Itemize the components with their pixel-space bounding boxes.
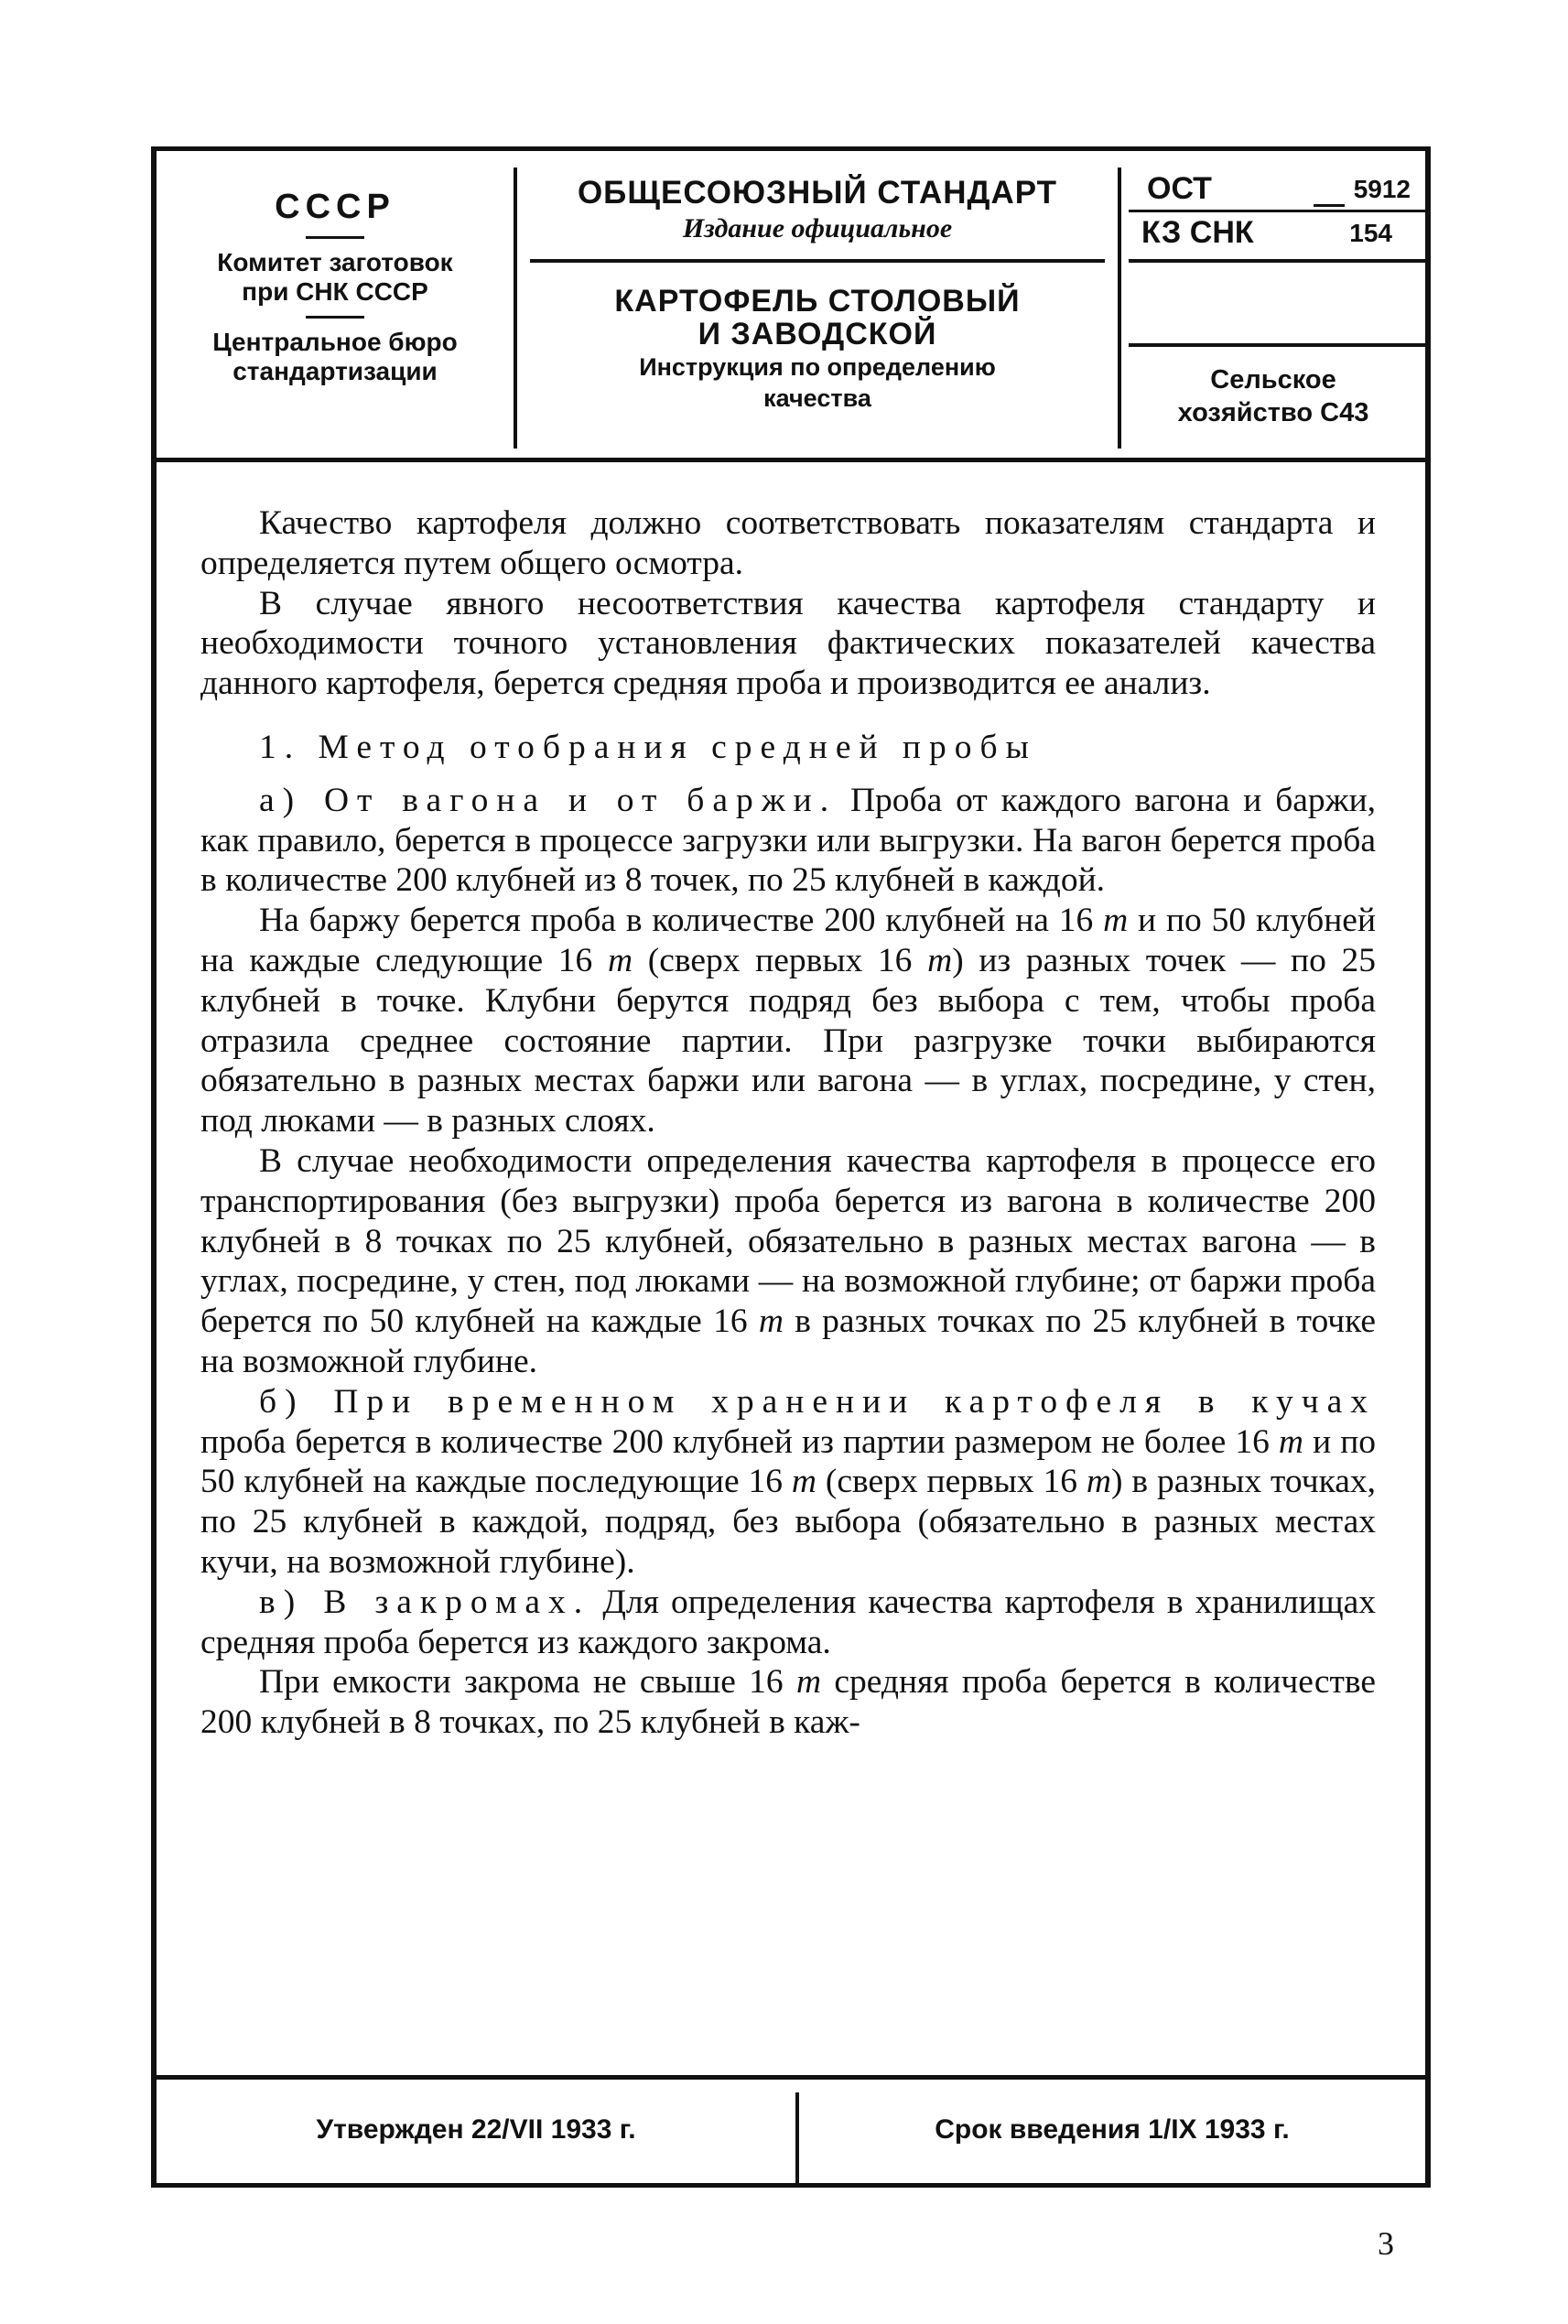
- unit-label: т: [758, 1303, 784, 1341]
- paragraph-text: При емкости закрома не свыше 16: [259, 1663, 784, 1702]
- paragraph-text: и по 50 клубней на каждые следующие 16: [200, 902, 1377, 979]
- subsection-label: в) В закромах.: [259, 1583, 591, 1621]
- subsection-label: б) При временном хранении картофеля в кучах: [259, 1382, 1376, 1421]
- kz-snk-label: КЗ СНК: [1141, 215, 1254, 250]
- divider: [306, 236, 364, 239]
- divider: [306, 316, 364, 319]
- paragraph: Качество картофеля должно соответствовать показателям стандарта и определяется путем общего осмотра.: [200, 504, 1376, 582]
- paragraph-text: (сверх первых 16: [825, 1463, 1077, 1501]
- standard-footer: [157, 2075, 1425, 2183]
- standard-code-block: [1121, 168, 1425, 449]
- unit-label: т: [1278, 1422, 1303, 1461]
- edition-note: Издание официальное: [682, 213, 953, 243]
- bureau-line: Центральное бюро: [212, 328, 458, 356]
- category-label: [1121, 363, 1425, 429]
- paragraph: [200, 1662, 1376, 1743]
- bureau-line: стандартизации: [232, 357, 438, 385]
- unit-label: т: [795, 1663, 822, 1702]
- document-subtitle: качества: [763, 384, 871, 412]
- document-page: [151, 146, 1431, 2188]
- kz-snk-number: 154: [1349, 219, 1392, 247]
- section-heading: 1. Метод отобрания средней пробы: [259, 728, 1037, 766]
- standard-title: ОБЩЕСОЮЗНЫЙ СТАНДАРТ: [577, 175, 1058, 211]
- unit-label: т: [1086, 1463, 1111, 1501]
- ost-label: ОСТ: [1147, 171, 1212, 206]
- paragraph-text: ) в разных точках, по 25 клубней в каждой, подряд, без выбора (обязательно в разных местах кучи, на возможной глубине).: [200, 1463, 1376, 1581]
- blank-cell: [1129, 263, 1425, 347]
- standard-code: [1129, 168, 1425, 263]
- unit-label: т: [1103, 902, 1129, 940]
- paragraph: [200, 1583, 1376, 1663]
- category-line: хозяйство С43: [1177, 398, 1369, 427]
- paragraph-text: На баржу берется проба в количестве 200 клубней на 16: [259, 902, 1094, 940]
- paragraph-text: (сверх первых 16: [647, 941, 913, 979]
- paragraph: [200, 781, 1376, 901]
- paragraph: [200, 901, 1376, 1141]
- paragraph-text: В случае необходимости определения качества картофеля в процессе его транспортирования (без выгрузки) проба берется из вагона в количестве 200 клубней в 8 точках по 25 клубней, обязательно в разных местах вагона — в углах, посредине, у стен, под люками — на возможной глубине; от баржи проба берется по 50 клубней на каждые 16: [200, 1141, 1376, 1341]
- divider: [530, 259, 1105, 263]
- standard-title-block: [517, 168, 1121, 449]
- standard-header: [157, 151, 1425, 462]
- document-subtitle: Инструкция по определению: [639, 353, 996, 381]
- page-number: 3: [1378, 2225, 1394, 2262]
- committee-line: Комитет заготовок: [217, 248, 453, 276]
- paragraph-text: в разных точках по 25 клубней в точке на возможной глубине.: [200, 1303, 1377, 1380]
- document-body: [200, 503, 1376, 1743]
- fraction-line: [1129, 210, 1425, 212]
- category-line: Сельское: [1210, 365, 1336, 395]
- unit-label: т: [791, 1463, 816, 1501]
- unit-label: т: [607, 941, 633, 979]
- effective-date: Срок введения 1/IX 1933 г.: [935, 2114, 1290, 2145]
- product-title: И ЗАВОДСКОЙ: [697, 317, 937, 351]
- paragraph-text: средняя проба берется в количестве 200 клубней в 8 точках, по 25 клубней в каж-: [200, 1663, 1377, 1742]
- paragraph-text: ) из разных точек — по 25 клубней в точке. Клубни берутся подряд без выбора с тем, чтобы проба отразила среднее состояние партии. При разгрузке точки выбираются обязательно в разных местах баржи или вагона — в углах, посредине, у стен, под люками — в разных слоях.: [200, 941, 1377, 1140]
- subsection-label: а) От вагона и от баржи.: [259, 781, 838, 819]
- product-title: КАРТОФЕЛЬ СТОЛОВЫЙ: [614, 284, 1021, 319]
- paragraph-text: Для определения качества картофеля в хранилищах средняя проба берется из каждого закрома.: [200, 1583, 1376, 1661]
- approval-date: Утвержден 22/VII 1933 г.: [316, 2114, 636, 2145]
- country-name: СССР: [275, 188, 395, 226]
- committee-line: при СНК СССР: [242, 277, 428, 306]
- paragraph-text: и по 50 клубней на каждые последующие 16: [200, 1422, 1377, 1501]
- paragraph-text: Проба от каждого вагона и баржи, как правило, берется в процессе загрузки или выгрузки. На вагон берется проба в количестве 200 клубней из 8 точек, по 25 клубней в каждой.: [200, 781, 1377, 900]
- paragraph: В случае явного несоответствия качества картофеля стандарту и необходимости точного установления фактических показателей качества данного картофеля, берется средняя проба и производится ее анализ.: [200, 584, 1376, 703]
- paragraph: [200, 1141, 1376, 1382]
- issuing-authority: [157, 168, 517, 449]
- paragraph-text: проба берется в количестве 200 клубней из партии размером не более 16: [200, 1422, 1270, 1461]
- divider: [1314, 204, 1345, 207]
- unit-label: т: [927, 941, 953, 979]
- ost-number: 5912: [1353, 175, 1411, 203]
- paragraph: [200, 1382, 1376, 1583]
